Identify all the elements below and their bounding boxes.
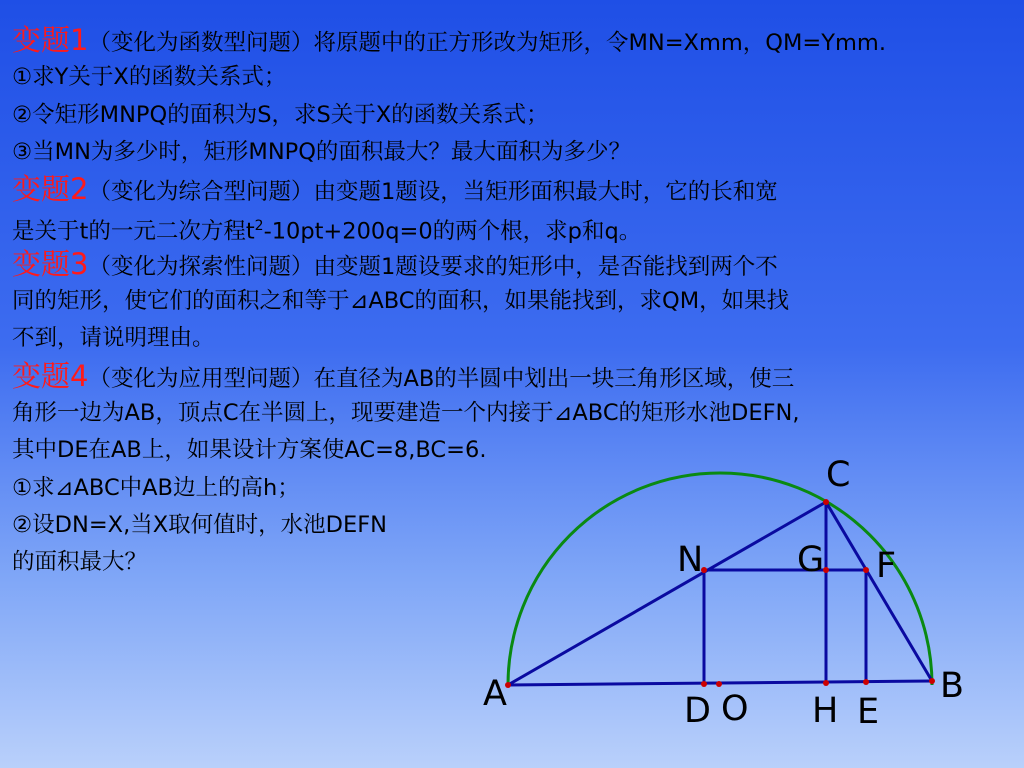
label-f: F [876,546,897,586]
line-11: 角形一边为AB，顶点C在半圆上，现要建造一个内接于⊿ABC的矩形水池DEFN, [12,399,800,426]
label-o: O [721,689,749,729]
line-12: 其中DE在AB上，如果设计方案使AC=8,BC=6. [12,437,487,464]
label-d: D [684,691,711,731]
line-2: ①求Y关于X的函数关系式； [12,64,287,91]
line-8: 同的矩形，使它们的面积之和等于⊿ABC的面积，如果能找到，求QM，如果找 [12,288,790,315]
variant-4-text: （变化为应用型问题）在直径为AB的半圆中划出一块三角形区域，使三 [88,365,795,392]
variant-3-text: （变化为探索性问题）由变题1题设要求的矩形中，是否能找到两个不 [88,253,778,280]
point-o [716,681,722,687]
line-14: ②设DN=X,当X取何值时，水池DEFN [12,511,387,538]
points [505,499,935,688]
point-h [823,680,829,686]
semicircle-arc [508,473,932,685]
label-n: N [677,540,704,580]
label-e: E [857,692,880,732]
equation-text-a: 是关于t的一元二次方程t [12,218,255,245]
equation-text-b: -10pt+200q=0的两个根，求p和q。 [263,218,642,245]
point-b [929,678,935,684]
line-15: 的面积最大？ [12,549,148,576]
label-c: C [826,455,851,495]
label-h: H [812,691,839,731]
variant-3-title: 变题3 [12,246,89,281]
line-13: ①求⊿ABC中AB边上的高h； [12,474,300,501]
label-a: A [483,674,507,714]
segment-ac [508,502,826,685]
label-b: B [940,666,965,706]
equation-superscript: 2 [254,218,264,235]
variant-2-title: 变题2 [12,172,89,207]
point-c [823,499,829,505]
point-f [863,567,869,573]
line-9: 不到，请说明理由。 [12,325,215,352]
variant-2-text: （变化为综合型问题）由变题1题设，当矩形面积最大时，它的长和宽 [88,179,778,206]
point-e [863,679,869,685]
line-3: ②令矩形MNPQ的面积为S，求S关于X的函数关系式； [12,101,549,128]
line-4: ③当MN为多少时，矩形MNPQ的面积最大？最大面积为多少？ [12,138,631,165]
variant-1-title: 变题1 [12,23,89,57]
label-g: G [797,540,825,580]
point-d [701,681,707,687]
variant-1-text: （变化为函数型问题）将原题中的正方形改为矩形，令MN=Xmm，QM=Ymm. [88,30,887,56]
segment-bc [826,502,932,681]
variant-4-title: 变题4 [12,358,89,393]
